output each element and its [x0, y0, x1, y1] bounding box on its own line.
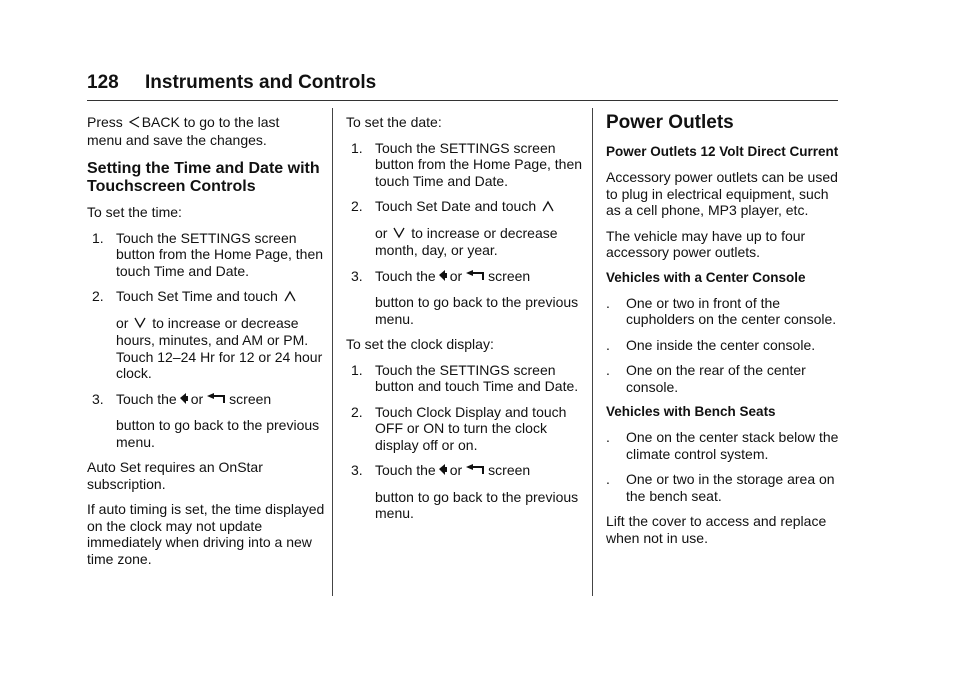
paragraph: Lift the cover to access and replace when not in use.: [606, 513, 827, 546]
step-continuation: button to go back to the previous menu.: [375, 488, 579, 522]
back-arrow-icon: [438, 269, 448, 286]
list-item: . One inside the center console.: [606, 336, 816, 353]
paragraph: Accessory power outlets can be used to plug in electrical equipment, such as a cell phone, MP3 player, etc.: [606, 169, 838, 218]
up-arrow-icon: [284, 289, 296, 306]
step-item: 3. Touch the or screen: [351, 462, 531, 479]
back-arrow-icon: [438, 463, 448, 480]
up-arrow-icon: [542, 199, 554, 216]
down-arrow-icon: [393, 226, 405, 243]
column-divider: [592, 108, 593, 596]
intro-text: To set the time:: [87, 204, 182, 221]
step-item: 2. Touch Set Time and touch: [87, 288, 327, 306]
back-arrow-icon: [179, 392, 189, 409]
page-number: 128: [87, 72, 119, 93]
back-triangle-icon: [129, 115, 140, 132]
paragraph: Auto Set requires an OnStar subscription.: [87, 459, 263, 492]
paragraph: If auto timing is set, the time displayed on the clock may not update immediately when driving into a new time zone.: [87, 501, 325, 567]
step-item: 2. Touch Clock Display and touch OFF or ON to turn the clock display off or on.: [351, 403, 567, 453]
back-instruction: Press BACK to go to the last menu and save the changes.: [87, 114, 280, 148]
return-arrow-icon: [464, 463, 486, 480]
subsection-heading: Power Outlets 12 Volt Direct Current: [606, 144, 839, 159]
step-item: 1. Touch the SETTINGS screen button from the Home Page, then touch Time and Date.: [351, 139, 583, 189]
step-item: 2. Touch Set Date and touch: [346, 198, 582, 216]
step-item: 3. Touch the or screen: [351, 267, 531, 284]
subsection-heading: Vehicles with Bench Seats: [606, 404, 776, 419]
return-arrow-icon: [464, 269, 486, 286]
step-item: 3. Touch the or screen: [92, 390, 272, 407]
column-3: [606, 114, 846, 555]
step-item: 1. Touch the SETTINGS screen button from the Home Page, then touch Time and Date.: [92, 229, 324, 279]
step-continuation: button to go back to the previous menu.: [375, 294, 579, 327]
page-title: Instruments and Controls: [145, 72, 377, 93]
subsection-heading: Vehicles with a Center Console: [606, 269, 806, 285]
step-continuation: or to increase or decrease hours, minutes, and AM or PM. Touch 12–24 Hr for 12 or 24 hour clock.: [116, 314, 323, 382]
page-header: [87, 70, 838, 101]
column-1: [87, 114, 327, 576]
column-2: [346, 114, 582, 531]
return-arrow-icon: [205, 392, 227, 409]
intro-text: To set the date:: [346, 114, 442, 130]
section-heading: Power Outlets: [606, 112, 734, 133]
list-item: . One on the center stack below the climate control system.: [606, 429, 839, 462]
step-item: 1. Touch the SETTINGS screen button and touch Time and Date.: [351, 361, 579, 395]
section-heading: Setting the Time and Date with Touchscreen Controls: [87, 160, 320, 196]
list-item: . One or two in the storage area on the bench seat.: [606, 471, 835, 504]
paragraph: The vehicle may have up to four accessory power outlets.: [606, 227, 806, 260]
list-item: . One or two in front of the cupholders on the center console.: [606, 294, 837, 327]
step-continuation: button to go back to the previous menu.: [116, 417, 320, 450]
list-item: . One on the rear of the center console.: [606, 362, 806, 395]
intro-text: To set the clock display:: [346, 336, 494, 353]
column-divider: [332, 108, 333, 596]
step-continuation: or to increase or decrease month, day, or year.: [375, 224, 558, 259]
down-arrow-icon: [134, 316, 146, 333]
